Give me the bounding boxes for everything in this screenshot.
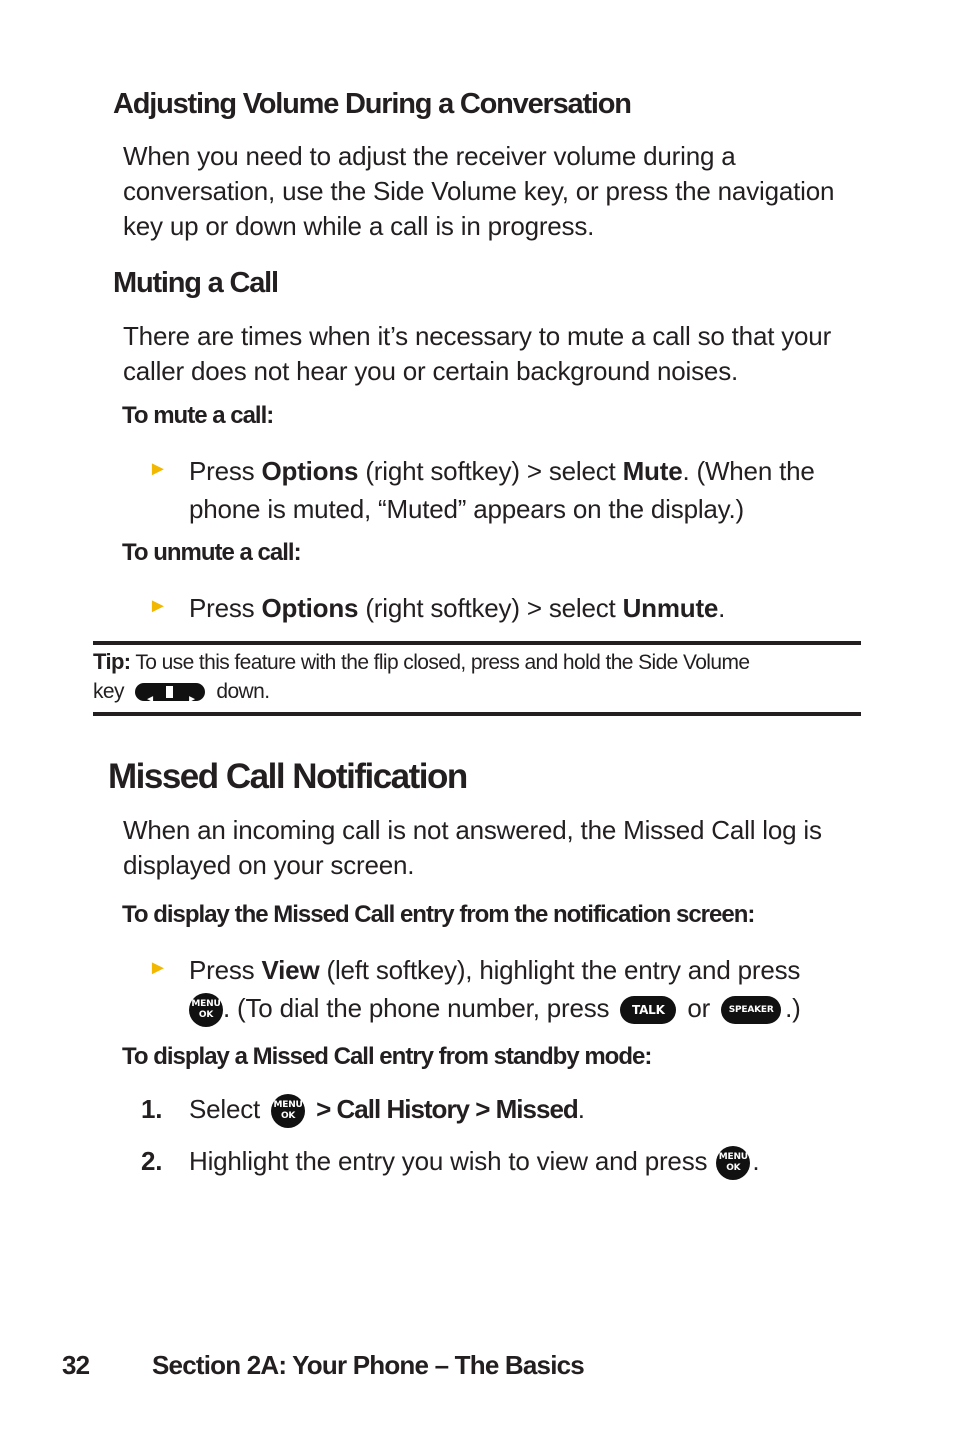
unmute-step: Press Options (right softkey) > select Unmute. <box>189 593 726 623</box>
bullet-arrow-icon: ► <box>148 595 168 617</box>
missed-call-paragraph <box>123 813 883 883</box>
standby-step-1: Select MENU OK > Call History > Missed. <box>189 1092 889 1128</box>
text-line: key up or down while a call is in progress. <box>123 211 595 241</box>
text-line: When an incoming call is not answered, the Missed Call log is <box>123 815 822 845</box>
menu-ok-key-icon: MENU OK <box>271 1094 305 1128</box>
tip-box: Tip: To use this feature with the flip closed, press and hold the Side Volume key ◄ ► down. <box>93 649 750 706</box>
mute-option-label: Mute <box>622 456 683 486</box>
step-number: 2. <box>141 1146 163 1176</box>
standby-mode-label: To display a Missed Call entry from standby mode: <box>122 1043 652 1070</box>
step-number: 1. <box>141 1094 163 1124</box>
bullet-arrow-icon: ► <box>148 458 168 480</box>
call-history-missed-path: > Call History > Missed <box>316 1094 578 1124</box>
text-line: phone is muted, “Muted” appears on the display.) <box>189 494 745 524</box>
mute-step: Press Options (right softkey) > select Mute. (When the phone is muted, “Muted” appears on the display.) <box>189 452 869 528</box>
speaker-key-icon: SPEAKER <box>721 996 781 1024</box>
text-line: displayed on your screen. <box>123 850 415 880</box>
notification-screen-label: To display the Missed Call entry from the notification screen: <box>122 901 755 928</box>
view-softkey-label: View <box>261 955 320 985</box>
footer-section-title: Section 2A: Your Phone – The Basics <box>152 1350 584 1380</box>
adjust-volume-paragraph <box>123 139 883 244</box>
muting-paragraph <box>123 319 883 389</box>
side-volume-key-icon: ◄ ► <box>135 683 205 701</box>
notification-step: Press View (left softkey), highlight the entry and press MENU OK . (To dial the phone number, press TALK or SPEAKER .) <box>189 951 889 1027</box>
bullet-arrow-icon: ► <box>148 957 168 979</box>
section-heading-adjusting-volume: Adjusting Volume During a Conversation <box>113 88 631 120</box>
options-softkey-label: Options <box>261 456 359 486</box>
text-line: conversation, use the Side Volume key, or press the navigation <box>123 176 835 206</box>
unmute-call-label: To unmute a call: <box>122 539 301 566</box>
talk-key-icon: TALK <box>620 996 676 1024</box>
mute-call-label: To mute a call: <box>122 402 274 429</box>
section-heading-muting: Muting a Call <box>113 267 278 299</box>
options-softkey-label: Options <box>261 593 359 623</box>
tip-top-rule <box>93 641 861 645</box>
text-line: caller does not hear you or certain background noises. <box>123 356 739 386</box>
tip-label: Tip: <box>93 649 131 674</box>
tip-bottom-rule <box>93 712 861 716</box>
standby-step-2: Highlight the entry you wish to view and press MENU OK . <box>189 1144 889 1180</box>
section-heading-missed-call: Missed Call Notification <box>108 757 467 796</box>
menu-ok-key-icon: MENU OK <box>716 1146 750 1180</box>
menu-ok-key-icon: MENU OK <box>189 993 223 1027</box>
unmute-option-label: Unmute <box>622 593 719 623</box>
text-line: There are times when it’s necessary to mute a call so that your <box>123 321 832 351</box>
text-line: When you need to adjust the receiver volume during a <box>123 141 736 171</box>
page-number: 32 <box>62 1350 90 1380</box>
